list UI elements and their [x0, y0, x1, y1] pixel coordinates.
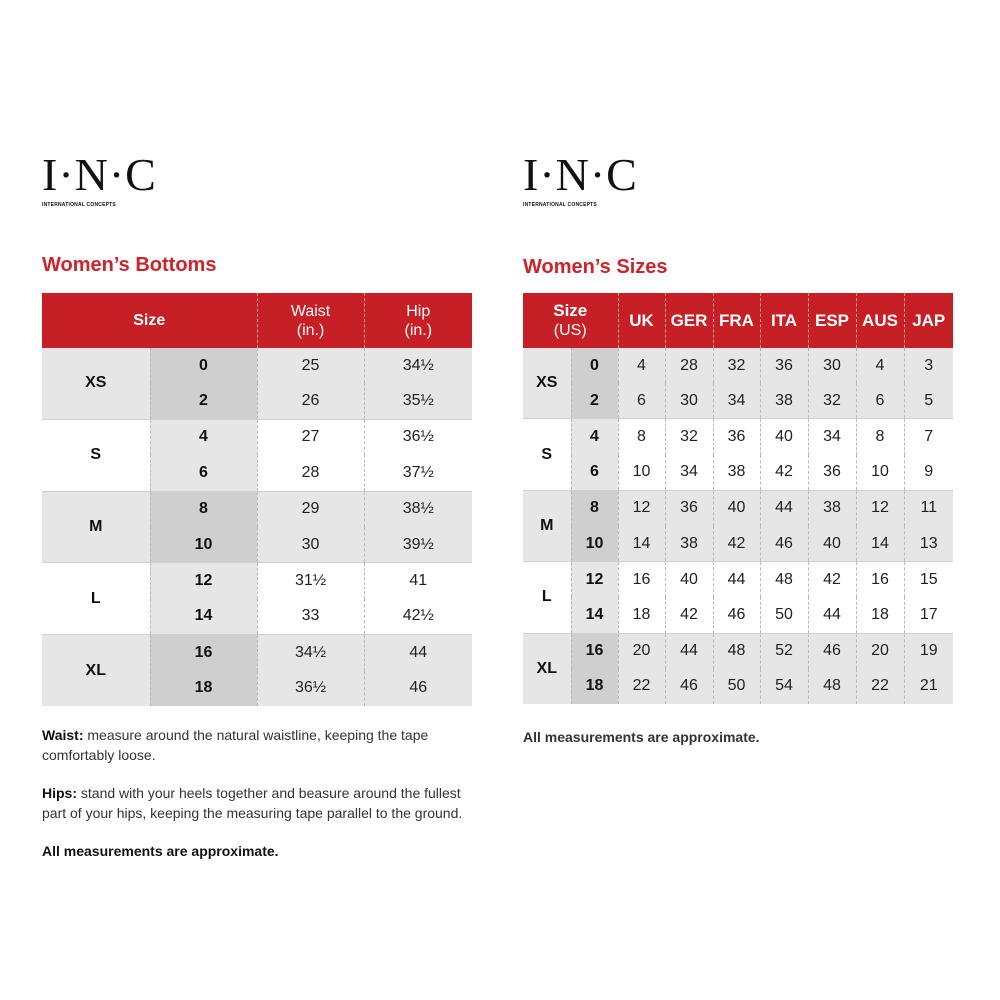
- table-row: [42, 563, 472, 599]
- us-size-cell: 14: [571, 597, 618, 633]
- table-header-row: [42, 293, 472, 348]
- hip-header: Hip (in.): [364, 293, 472, 348]
- size-group-label: S: [523, 419, 571, 490]
- size-cell-fra: 50: [713, 669, 760, 704]
- size-cell-aus: 14: [856, 526, 904, 562]
- table-row: [523, 562, 953, 598]
- brand-logo: [523, 149, 638, 208]
- size-cell-ger: 42: [665, 597, 713, 633]
- size-cell-esp: 40: [808, 526, 856, 562]
- table-row: [42, 635, 472, 671]
- size-cell-ger: 46: [665, 669, 713, 704]
- size-cell-fra: 44: [713, 562, 760, 598]
- size-cell-ger: 44: [665, 633, 713, 669]
- size-cell-esp: 30: [808, 348, 856, 383]
- us-size-cell: 14: [150, 599, 257, 635]
- table-row: [523, 669, 953, 704]
- waist-cell: 34½: [257, 635, 364, 671]
- size-cell-ita: 46: [760, 526, 808, 562]
- table-row: [523, 490, 953, 526]
- size-cell-fra: 34: [713, 383, 760, 419]
- bottoms-title: Women’s Bottoms: [42, 254, 217, 276]
- country-header-jap: JAP: [904, 293, 953, 348]
- brand-logo: [42, 149, 157, 208]
- size-cell-aus: 6: [856, 383, 904, 419]
- waist-cell: 31½: [257, 563, 364, 599]
- hip-cell: 44: [364, 635, 472, 671]
- hip-cell: 36½: [364, 419, 472, 455]
- size-cell-uk: 8: [618, 419, 665, 455]
- size-cell-esp: 38: [808, 490, 856, 526]
- size-cell-jap: 17: [904, 597, 953, 633]
- size-cell-ita: 50: [760, 597, 808, 633]
- size-cell-esp: 48: [808, 669, 856, 704]
- size-cell-aus: 22: [856, 669, 904, 704]
- size-cell-jap: 13: [904, 526, 953, 562]
- size-cell-jap: 19: [904, 633, 953, 669]
- size-cell-ger: 32: [665, 419, 713, 455]
- size-cell-esp: 44: [808, 597, 856, 633]
- size-cell-fra: 42: [713, 526, 760, 562]
- size-cell-jap: 5: [904, 383, 953, 419]
- size-cell-fra: 46: [713, 597, 760, 633]
- waist-cell: 27: [257, 419, 364, 455]
- size-cell-ita: 38: [760, 383, 808, 419]
- size-group-label: XS: [523, 348, 571, 419]
- size-group-label: M: [42, 491, 150, 563]
- size-cell-ita: 36: [760, 348, 808, 383]
- country-header-fra: FRA: [713, 293, 760, 348]
- approx-note: All measurements are approximate.: [523, 729, 760, 745]
- size-cell-aus: 12: [856, 490, 904, 526]
- size-cell-aus: 20: [856, 633, 904, 669]
- size-cell-aus: 8: [856, 419, 904, 455]
- us-size-cell: 2: [571, 383, 618, 419]
- size-cell-jap: 3: [904, 348, 953, 383]
- us-size-cell: 12: [150, 563, 257, 599]
- logo-tagline: INTERNATIONAL CONCEPTS: [42, 202, 116, 208]
- waist-cell: 33: [257, 599, 364, 635]
- waist-header: Waist (in.): [257, 293, 364, 348]
- size-cell-jap: 9: [904, 455, 953, 491]
- size-group-label: S: [42, 419, 150, 491]
- size-cell-uk: 20: [618, 633, 665, 669]
- hip-cell: 34½: [364, 348, 472, 383]
- size-cell-ger: 28: [665, 348, 713, 383]
- size-group-label: L: [523, 562, 571, 633]
- size-cell-fra: 38: [713, 455, 760, 491]
- size-cell-ger: 30: [665, 383, 713, 419]
- size-cell-jap: 11: [904, 490, 953, 526]
- us-size-cell: 0: [571, 348, 618, 383]
- table-row: [42, 491, 472, 527]
- table-row: [523, 597, 953, 633]
- size-cell-ger: 40: [665, 562, 713, 598]
- us-size-cell: 4: [571, 419, 618, 455]
- us-size-cell: 10: [571, 526, 618, 562]
- size-cell-aus: 10: [856, 455, 904, 491]
- size-cell-uk: 4: [618, 348, 665, 383]
- us-size-cell: 0: [150, 348, 257, 383]
- table-header-row: [523, 293, 953, 348]
- us-size-cell: 16: [150, 635, 257, 671]
- size-header: Size: [42, 293, 257, 348]
- hip-cell: 39½: [364, 527, 472, 563]
- international-size-table: [523, 293, 953, 704]
- hip-cell: 37½: [364, 455, 472, 491]
- hips-note: Hips: stand with your heels together and beasure around the fullest part of your hips, keeping the measuring tape parallel to the ground.: [42, 785, 463, 821]
- size-cell-ita: 44: [760, 490, 808, 526]
- country-header-aus: AUS: [856, 293, 904, 348]
- table-row: [523, 348, 953, 383]
- size-group-label: XL: [42, 635, 150, 706]
- size-cell-uk: 6: [618, 383, 665, 419]
- us-size-cell: 4: [150, 419, 257, 455]
- size-cell-fra: 40: [713, 490, 760, 526]
- size-cell-esp: 36: [808, 455, 856, 491]
- size-cell-ger: 34: [665, 455, 713, 491]
- waist-note: Waist: measure around the natural waistline, keeping the tape comfortably loose.: [42, 727, 429, 763]
- size-group-label: M: [523, 490, 571, 561]
- us-size-cell: 8: [571, 490, 618, 526]
- table-row: [523, 526, 953, 562]
- size-cell-uk: 10: [618, 455, 665, 491]
- bottoms-size-table: [42, 293, 472, 706]
- size-group-label: XL: [523, 633, 571, 704]
- size-cell-jap: 15: [904, 562, 953, 598]
- size-cell-ita: 52: [760, 633, 808, 669]
- size-cell-ita: 40: [760, 419, 808, 455]
- us-size-cell: 12: [571, 562, 618, 598]
- size-cell-ita: 48: [760, 562, 808, 598]
- waist-cell: 25: [257, 348, 364, 383]
- size-cell-uk: 12: [618, 490, 665, 526]
- size-cell-aus: 4: [856, 348, 904, 383]
- hip-cell: 42½: [364, 599, 472, 635]
- table-row: [523, 419, 953, 455]
- us-size-cell: 2: [150, 383, 257, 419]
- us-size-cell: 16: [571, 633, 618, 669]
- sizes-title: Women’s Sizes: [523, 256, 668, 278]
- size-cell-fra: 32: [713, 348, 760, 383]
- table-row: [523, 633, 953, 669]
- size-cell-esp: 42: [808, 562, 856, 598]
- waist-cell: 26: [257, 383, 364, 419]
- waist-cell: 36½: [257, 671, 364, 706]
- logo-mark: I·N·C: [42, 149, 157, 200]
- size-cell-jap: 21: [904, 669, 953, 704]
- hip-cell: 46: [364, 671, 472, 706]
- size-cell-esp: 46: [808, 633, 856, 669]
- country-header-esp: ESP: [808, 293, 856, 348]
- size-cell-fra: 48: [713, 633, 760, 669]
- table-row: [523, 383, 953, 419]
- table-row: [42, 348, 472, 383]
- size-group-label: XS: [42, 348, 150, 419]
- hip-cell: 35½: [364, 383, 472, 419]
- us-size-cell: 10: [150, 527, 257, 563]
- size-cell-uk: 18: [618, 597, 665, 633]
- country-header-ger: GER: [665, 293, 713, 348]
- size-cell-uk: 14: [618, 526, 665, 562]
- logo-mark: I·N·C: [523, 149, 638, 200]
- size-cell-ita: 54: [760, 669, 808, 704]
- us-size-cell: 18: [150, 671, 257, 706]
- bottoms-notes: [42, 725, 482, 879]
- size-cell-ger: 36: [665, 490, 713, 526]
- size-cell-fra: 36: [713, 419, 760, 455]
- size-cell-uk: 22: [618, 669, 665, 704]
- size-us-header: Size (US): [523, 293, 618, 348]
- size-cell-jap: 7: [904, 419, 953, 455]
- us-size-cell: 18: [571, 669, 618, 704]
- size-cell-ita: 42: [760, 455, 808, 491]
- size-cell-esp: 34: [808, 419, 856, 455]
- size-cell-uk: 16: [618, 562, 665, 598]
- us-size-cell: 8: [150, 491, 257, 527]
- size-cell-ger: 38: [665, 526, 713, 562]
- country-header-ita: ITA: [760, 293, 808, 348]
- hip-cell: 41: [364, 563, 472, 599]
- hip-cell: 38½: [364, 491, 472, 527]
- us-size-cell: 6: [150, 455, 257, 491]
- size-cell-aus: 16: [856, 562, 904, 598]
- table-row: [523, 455, 953, 491]
- waist-cell: 29: [257, 491, 364, 527]
- size-cell-esp: 32: [808, 383, 856, 419]
- size-group-label: L: [42, 563, 150, 635]
- table-row: [42, 419, 472, 455]
- logo-tagline: INTERNATIONAL CONCEPTS: [523, 202, 597, 208]
- waist-cell: 28: [257, 455, 364, 491]
- us-size-cell: 6: [571, 455, 618, 491]
- size-cell-aus: 18: [856, 597, 904, 633]
- waist-cell: 30: [257, 527, 364, 563]
- approx-note: All measurements are approximate.: [42, 843, 279, 859]
- country-header-uk: UK: [618, 293, 665, 348]
